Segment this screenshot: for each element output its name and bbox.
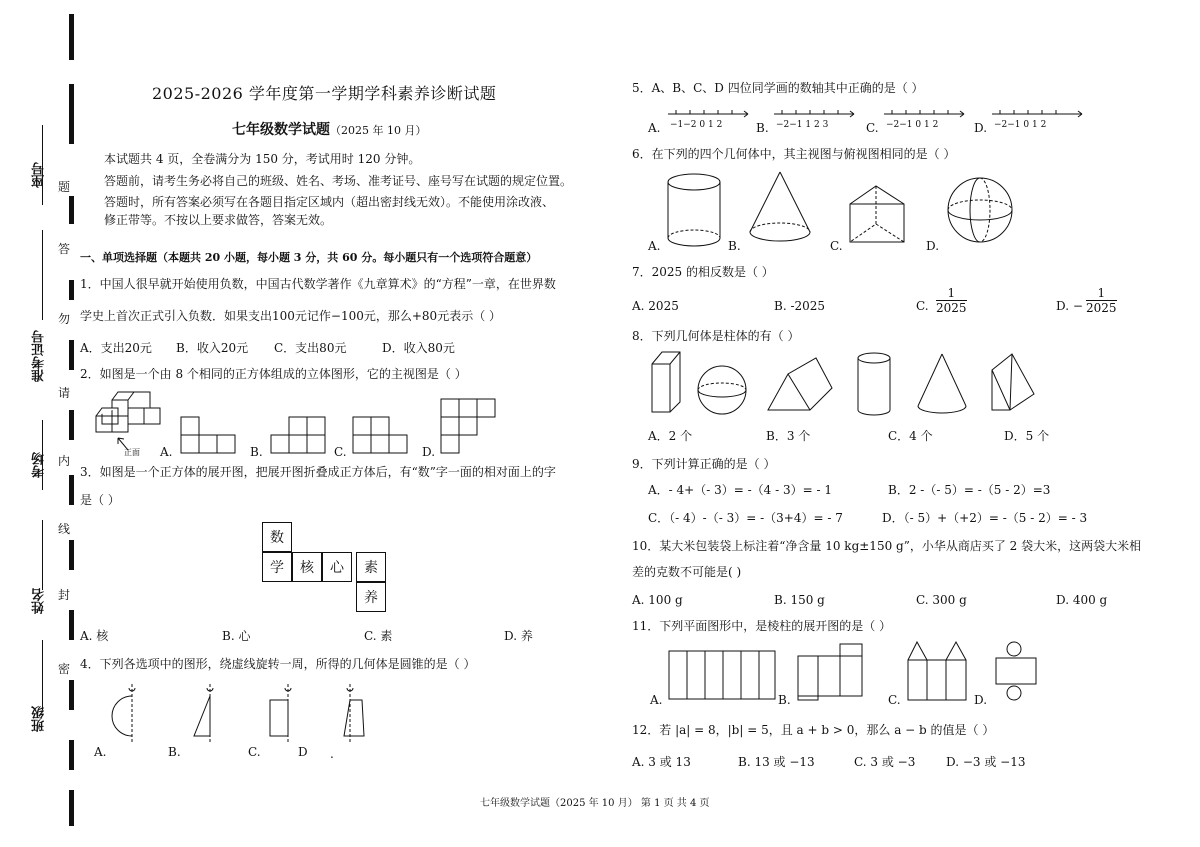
seal-line-segment bbox=[69, 680, 74, 710]
net-cell: 核 bbox=[292, 552, 322, 582]
q10-option-a[interactable]: A. 100 g bbox=[632, 593, 683, 607]
q10-text-line2: 差的克数不可能是( ) bbox=[632, 565, 742, 579]
q2-option-b[interactable]: B. bbox=[250, 445, 263, 459]
q6-option-b[interactable]: B. bbox=[728, 239, 741, 253]
class-blank[interactable] bbox=[42, 640, 43, 710]
q8-text: 8．下列几何体是柱体的有（ ） bbox=[632, 329, 800, 343]
q5-axis-b-labels: −2−1 1 2 3 bbox=[776, 120, 829, 130]
seal-line-segment bbox=[69, 280, 74, 300]
seal-char: 封 bbox=[58, 588, 71, 602]
q8-option-c[interactable]: C．4 个 bbox=[888, 429, 933, 443]
net-cell: 养 bbox=[356, 582, 386, 612]
q5-option-c[interactable]: C. bbox=[866, 121, 879, 135]
page-footer: 七年级数学试题（2025 年 10 月） 第 1 页 共 4 页 bbox=[480, 798, 710, 809]
q4-option-d-dot: . bbox=[330, 747, 334, 761]
q11-option-b[interactable]: B. bbox=[778, 693, 791, 707]
q11-net-a[interactable] bbox=[668, 650, 778, 702]
seal-char: 请 bbox=[58, 386, 71, 400]
q11-net-d[interactable] bbox=[992, 640, 1040, 704]
seal-char: 勿 bbox=[58, 312, 71, 326]
name-label: 姓名 bbox=[32, 588, 47, 614]
seal-char: 答 bbox=[58, 242, 71, 256]
front-label: 正面 bbox=[124, 448, 140, 457]
seal-line-segment bbox=[69, 790, 74, 826]
q12-option-d[interactable]: D. −3 或 −13 bbox=[946, 755, 1026, 769]
net-cell: 学 bbox=[262, 552, 292, 582]
q2-option-b-figure[interactable] bbox=[270, 416, 330, 454]
q8-option-a[interactable]: A．2 个 bbox=[648, 429, 693, 443]
q1-option-d[interactable]: D．收入80元 bbox=[382, 341, 455, 355]
seal-char: 线 bbox=[58, 522, 71, 536]
q5-axis-d-labels: −2−1 0 1 2 bbox=[994, 120, 1047, 130]
fraction-denominator: 2025 bbox=[936, 301, 967, 315]
fraction-numerator: 1 bbox=[936, 286, 967, 301]
q2-option-d-figure[interactable] bbox=[440, 398, 500, 454]
q9-text: 9．下列计算正确的是（ ） bbox=[632, 457, 776, 471]
q6-option-c[interactable]: C. bbox=[830, 239, 843, 253]
q6-cone[interactable] bbox=[746, 170, 816, 248]
seal-line-segment bbox=[69, 84, 74, 144]
q7-fraction-d bbox=[1086, 286, 1117, 315]
q4-option-b[interactable]: B. bbox=[168, 745, 181, 759]
q4-option-c-figure[interactable] bbox=[266, 682, 300, 744]
q2-option-c-figure[interactable] bbox=[352, 416, 412, 454]
q7-option-d[interactable]: D. − bbox=[1056, 299, 1083, 313]
exam-subtitle bbox=[232, 122, 426, 139]
q4-option-d-figure[interactable] bbox=[334, 682, 368, 744]
q11-net-b[interactable] bbox=[796, 642, 866, 702]
q7-fraction-c bbox=[936, 286, 967, 315]
q4-text: 4．下列各选项中的图形，绕虚线旋转一周，所得的几何体是圆锥的是（ ） bbox=[80, 657, 476, 671]
q1-text-line2: 学史上首次正式引入负数．如果支出100元记作−100元，那么+80元表示（ ） bbox=[80, 309, 502, 323]
seal-line-segment bbox=[69, 410, 74, 440]
net-cell: 素 bbox=[356, 552, 386, 582]
q10-text-line1: 10．某大米包装袋上标注着“净含量 10 kg±150 g”，小华从商店买了 2 袋大米，这两袋大米相 bbox=[632, 539, 1142, 553]
q3-option-a[interactable]: A. 核 bbox=[80, 629, 109, 643]
q6-text: 6．在下列的四个几何体中，其主视图与俯视图相同的是（ ） bbox=[632, 147, 956, 161]
q3-text-line1: 3．如图是一个正方体的展开图，把展开图折叠成正方体后，有“数”字一面的相对面上的字 bbox=[80, 465, 556, 479]
q6-option-d[interactable]: D. bbox=[926, 239, 940, 253]
instruction-line: 本试题共 4 页，全卷满分为 150 分，考试用时 120 分钟。 bbox=[104, 152, 421, 166]
instruction-line: 答题前，请考生务必将自己的班级、姓名、考场、准考证号、座号写在试题的规定位置。 bbox=[104, 174, 573, 188]
instruction-line: 答题时，所有答案必须写在各题目指定区域内（超出密封线无效）。不能使用涂改液、 bbox=[104, 195, 555, 209]
q9-option-a[interactable]: A．- 4+（- 3）= -（4 - 3）= - 1 bbox=[648, 483, 832, 497]
q3-option-b[interactable]: B. 心 bbox=[222, 629, 251, 643]
net-cell: 心 bbox=[322, 552, 352, 582]
q11-option-a[interactable]: A. bbox=[650, 693, 663, 707]
q4-option-c[interactable]: C. bbox=[248, 745, 261, 759]
q7-text: 7．2025 的相反数是（ ） bbox=[632, 265, 774, 279]
seal-char: 密 bbox=[58, 662, 71, 676]
q6-triangular-prism[interactable] bbox=[848, 184, 910, 248]
q12-text: 12．若 |a| = 8，|b| = 5，且 a + b > 0，那么 a − b 的值是（ ） bbox=[632, 723, 995, 737]
q2-option-a-figure[interactable] bbox=[180, 416, 240, 454]
seal-line-segment bbox=[69, 340, 74, 370]
q4-option-a[interactable]: A. bbox=[94, 745, 107, 759]
q12-option-a[interactable]: A. 3 或 13 bbox=[632, 755, 691, 769]
exam-title: 2025-2026 学年度第一学期学科素养诊断试题 bbox=[152, 84, 497, 103]
q2-option-a[interactable]: A. bbox=[160, 445, 173, 459]
exam-id-blank[interactable] bbox=[42, 230, 43, 320]
section-heading: 一、单项选择题（本题共 20 小题，每小题 3 分，共 60 分。每小题只有一个选项符合题意） bbox=[80, 251, 538, 264]
q8-option-d[interactable]: D．5 个 bbox=[1004, 429, 1050, 443]
q5-axis-a-labels: −1−2 0 1 2 bbox=[670, 120, 723, 130]
q4-option-d[interactable]: D bbox=[298, 745, 308, 759]
fraction-denominator: 2025 bbox=[1086, 301, 1117, 315]
q5-option-b[interactable]: B. bbox=[756, 121, 769, 135]
seal-line-segment bbox=[69, 14, 74, 60]
q2-text: 2．如图是一个由 8 个相同的正方体组成的立体图形，它的主视图是（ ） bbox=[80, 367, 467, 381]
q9-option-c[interactable]: C．（- 4）-（- 3）= -（3+4）= - 7 bbox=[648, 511, 843, 525]
subtitle-main: 七年级数学试题 bbox=[232, 122, 330, 138]
q4-option-b-figure[interactable] bbox=[188, 682, 218, 744]
q6-cylinder[interactable] bbox=[666, 172, 726, 248]
seal-char: 内 bbox=[58, 454, 71, 468]
seal-line-segment bbox=[69, 610, 74, 640]
q11-net-c[interactable] bbox=[906, 640, 970, 702]
q3-option-d[interactable]: D. 养 bbox=[504, 629, 533, 643]
q4-option-a-figure[interactable] bbox=[110, 682, 140, 744]
q3-text-line2: 是（ ） bbox=[80, 493, 120, 507]
q7-option-c[interactable]: C. bbox=[916, 299, 929, 313]
q12-option-c[interactable]: C. 3 或 −3 bbox=[854, 755, 916, 769]
q8-option-b[interactable]: B．3 个 bbox=[766, 429, 811, 443]
seal-char: 题 bbox=[58, 180, 71, 194]
q12-option-b[interactable]: B. 13 或 −13 bbox=[738, 755, 815, 769]
seal-line-segment bbox=[69, 540, 74, 570]
q8-solids-figure bbox=[650, 350, 1040, 420]
binding-sidebar bbox=[0, 0, 90, 847]
q5-axis-c-labels: −2−1 0 1 2 bbox=[886, 120, 939, 130]
q9-option-b[interactable]: B．2 -（- 5）= -（5 - 2）=3 bbox=[888, 483, 1051, 497]
q9-option-d[interactable]: D．（- 5）+（+2）= -（5 - 2）= - 3 bbox=[882, 511, 1088, 525]
q2-option-c[interactable]: C. bbox=[334, 445, 347, 459]
seat-number-label: 座号 bbox=[32, 162, 47, 188]
seal-line-segment bbox=[69, 196, 74, 224]
seal-line-segment bbox=[69, 740, 74, 770]
q10-option-b[interactable]: B. 150 g bbox=[774, 593, 825, 607]
q7-option-a[interactable]: A. 2025 bbox=[632, 299, 679, 313]
q3-option-c[interactable]: C. 素 bbox=[364, 629, 393, 643]
q10-option-c[interactable]: C. 300 g bbox=[916, 593, 967, 607]
net-cell: 数 bbox=[262, 522, 292, 552]
q7-option-b[interactable]: B. -2025 bbox=[774, 299, 826, 313]
q1-option-c[interactable]: C．支出80元 bbox=[274, 341, 347, 355]
q5-option-d[interactable]: D. bbox=[974, 121, 988, 135]
q6-sphere[interactable] bbox=[946, 174, 1016, 246]
q1-option-a[interactable]: A．支出20元 bbox=[80, 341, 152, 355]
q11-option-c[interactable]: C. bbox=[888, 693, 901, 707]
q10-option-d[interactable]: D. 400 g bbox=[1056, 593, 1108, 607]
q1-option-b[interactable]: B．收入20元 bbox=[176, 341, 249, 355]
q5-option-a[interactable]: A. bbox=[648, 121, 661, 135]
subtitle-date: （2025 年 10 月） bbox=[330, 124, 427, 137]
q1-text-line1: 1．中国人很早就开始使用负数，中国古代数学著作《九章算术》的“方程”一章，在世界数 bbox=[80, 277, 556, 291]
q11-option-d[interactable]: D. bbox=[974, 693, 988, 707]
q2-option-d[interactable]: D. bbox=[422, 445, 436, 459]
q11-text: 11．下列平面图形中，是棱柱的展开图的是（ ） bbox=[632, 619, 892, 633]
q5-text: 5．A、B、C、D 四位同学画的数轴其中正确的是（ ） bbox=[632, 81, 924, 95]
exam-room-label: 考场 bbox=[32, 452, 47, 478]
exam-id-label: 准考证号 bbox=[32, 330, 47, 382]
fraction-numerator: 1 bbox=[1086, 286, 1117, 301]
instruction-line: 修正带等。不按以上要求做答，答案无效。 bbox=[104, 213, 333, 227]
name-blank[interactable] bbox=[42, 520, 43, 590]
class-label: 班级 bbox=[32, 706, 47, 732]
seal-line-segment bbox=[69, 475, 74, 505]
q6-option-a[interactable]: A. bbox=[648, 239, 661, 253]
